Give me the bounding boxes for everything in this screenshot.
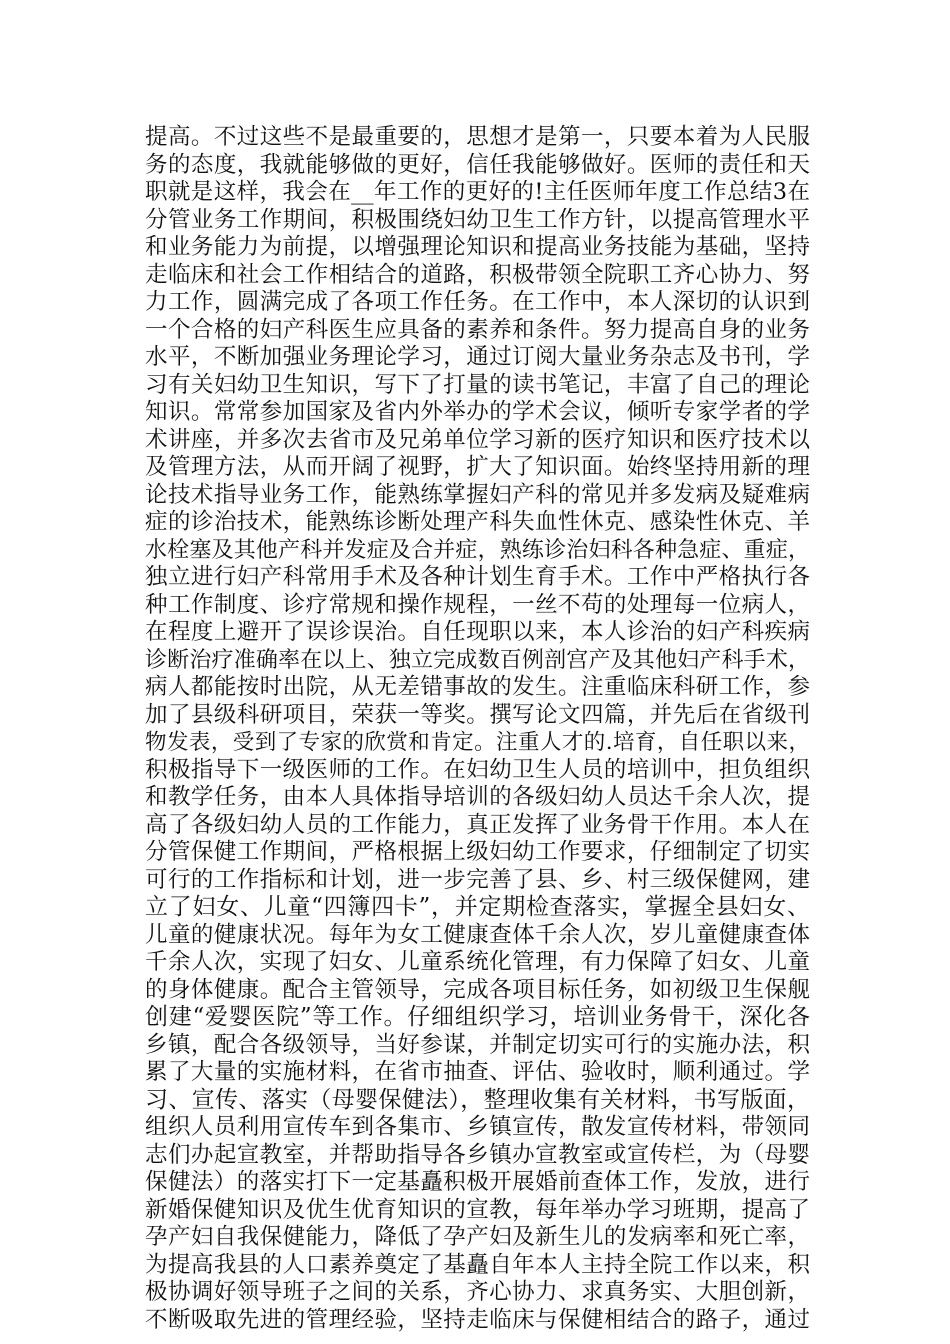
text-line: 习、宣传、落实（母婴保健法），整理收集有关材料，书写版面， (145, 1086, 810, 1113)
text-line: 高了各级妇幼人员的工作能力，真正发挥了业务骨干作用。本人在 (145, 811, 810, 838)
text-line: 症的诊治技术，能熟练诊断处理产科失血性休克、感染性休克、羊 (145, 509, 810, 535)
text-line: 诊断治疗准确率在以上、独立完成数百例剖宫产及其他妇产科手术， (145, 647, 810, 673)
text-line: 立了妇女、儿童“四簿四卡”，并定期检查落实，掌握全县妇女、 (145, 894, 810, 920)
text-line: 一个合格的妇产科医生应具备的素养和条件。努力提高自身的业务 (145, 316, 810, 343)
text-line: 职就是这样，我会在__年工作的更好的!主任医师年度工作总结3在 (145, 179, 810, 205)
text-line: 及管理方法，从而开阔了视野，扩大了知识面。始终坚持用新的理 (145, 454, 810, 480)
text-line: 创建“爱婴医院”等工作。仔细组织学习，培训业务骨干，深化各 (145, 1004, 810, 1030)
text-line: 儿童的健康状况。每年为女工健康查体千余人次，岁儿童健康查体 (145, 921, 810, 948)
text-line: 独立进行妇产科常用手术及各种计划生育手术。工作中严格执行各 (145, 564, 810, 590)
text-line: 和业务能力为前提，以增强理论知识和提高业务技能为基础，坚持 (145, 234, 810, 260)
text-line: 提高。不过这些不是最重要的，思想才是第一，只要本着为人民服 (145, 124, 810, 150)
text-line: 病人都能按时出院，从无差错事故的发生。注重临床科研工作，参 (145, 674, 810, 700)
text-line: 物发表，受到了专家的欣赏和肯定。注重人才的.培育，自任职以来， (145, 730, 810, 755)
text-line: 乡镇，配合各级领导，当好参谋，并制定切实可行的实施办法，积 (145, 1031, 810, 1058)
body-text (145, 124, 810, 1334)
text-line: 新婚保健知识及优生优育知识的宣教，每年举办学习班期，提高了 (145, 1196, 810, 1223)
text-line: 水平，不断加强业务理论学习，通过订阅大量业务杂志及书刊，学 (145, 344, 810, 370)
text-line: 分管保健工作期间，严格根据上级妇幼工作要求，仔细制定了切实 (145, 839, 810, 865)
text-line: 累了大量的实施材料，在省市抽查、评估、验收时，顺利通过。学 (145, 1059, 810, 1085)
text-line: 务的态度，我就能够做的更好，信任我能够做好。医师的责任和天 (145, 151, 810, 178)
text-line: 孕产妇自我保健能力，降低了孕产妇及新生儿的发病率和死亡率， (145, 1224, 810, 1250)
text-line: 习有关妇幼卫生知识，写下了打量的读书笔记，丰富了自己的理论 (145, 371, 810, 398)
text-line: 术讲座，并多次去省市及兄弟单位学习新的医疗知识和医疗技术以 (145, 426, 810, 453)
text-line: 可行的工作指标和计划，进一步完善了县、乡、村三级保健网，建 (145, 866, 810, 893)
text-line: 走临床和社会工作相结合的道路，积极带领全院职工齐心协力、努 (145, 261, 810, 288)
text-line: 组织人员利用宣传车到各集市、乡镇宣传，散发宣传材料，带领同 (145, 1114, 810, 1140)
text-line: 为提高我县的人口素养奠定了基矗自年本人主持全院工作以来，积 (145, 1251, 810, 1278)
text-line: 论技术指导业务工作，能熟练掌握妇产科的常见并多发病及疑难病 (145, 481, 810, 508)
text-line: 种工作制度、诊疗常规和操作规程，一丝不苟的处理每一位病人， (145, 591, 810, 618)
text-line: 不断吸取先进的管理经验，坚持走临床与保健相结合的路子，通过 (145, 1306, 810, 1333)
text-line: 千余人次，实现了妇女、儿童系统化管理，有力保障了妇女、儿童 (145, 949, 810, 975)
text-line: 和教学任务，由本人具体指导培训的各级妇幼人员达千余人次，提 (145, 784, 810, 810)
text-line: 力工作，圆满完成了各项工作任务。在工作中，本人深切的认识到 (145, 289, 810, 315)
text-line: 积极指导下一级医师的工作。在妇幼卫生人员的培训中，担负组织 (145, 756, 810, 783)
text-line: 志们办起宣教室，并帮助指导各乡镇办宣教室或宣传栏，为（母婴 (145, 1141, 810, 1168)
text-line: 极协调好领导班子之间的关系，齐心协力、求真务实、大胆创新， (145, 1279, 810, 1305)
text-line: 的身体健康。配合主管领导，完成各项目标任务，如初级卫生保舰 (145, 976, 810, 1003)
text-line: 在程度上避开了误诊误治。自任现职以来，本人诊治的妇产科疾病 (145, 619, 810, 645)
text-line: 水栓塞及其他产科并发症及合并症，熟练诊治妇科各种急症、重症， (145, 537, 810, 563)
text-line: 加了县级科研项目，荣获一等奖。撰写论文四篇，并先后在省级刊 (145, 701, 810, 728)
text-line: 知识。常常参加国家及省内外举办的学术会议，倾听专家学者的学 (145, 399, 810, 425)
text-line: 分管业务工作期间，积极围绕妇幼卫生工作方针，以提高管理水平 (145, 206, 810, 233)
text-line: 保健法）的落实打下一定基矗积极开展婚前查体工作，发放，进行 (145, 1169, 810, 1195)
